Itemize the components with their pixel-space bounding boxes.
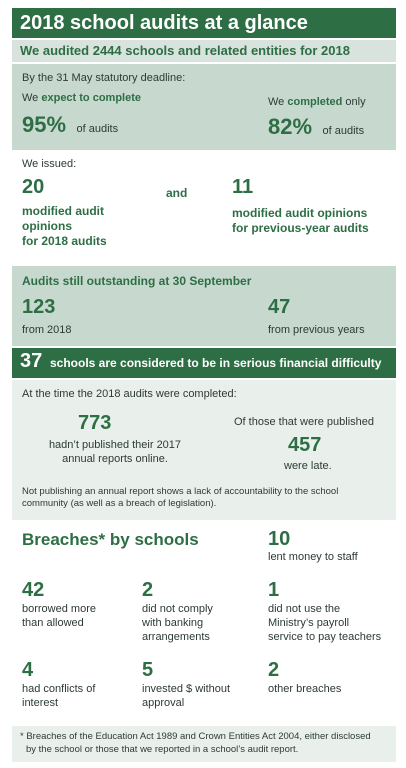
unpublished-label	[30, 438, 200, 466]
accountability-note-2: community (as well as a breach of legislation).	[22, 498, 217, 509]
issued-right-value: 11	[232, 176, 254, 198]
breaches-panel	[12, 522, 396, 728]
difficulty-bar	[12, 348, 396, 378]
breach-value: 2	[142, 579, 154, 601]
issued-right-label-2: for previous-year audits	[232, 221, 369, 235]
breach-label: Ministry’s payroll	[268, 617, 350, 629]
outstanding-right-label: from previous years	[268, 324, 365, 336]
breach-item	[268, 528, 358, 563]
breach-value: 10	[268, 528, 291, 550]
breach-label: did not use the	[268, 603, 341, 615]
published-intro: Of those that were published	[234, 416, 375, 428]
completed-value: 82%	[268, 114, 313, 139]
breaches-heading: Breaches* by schools	[22, 530, 199, 549]
breach-label: approval	[142, 697, 185, 709]
difficulty-label: schools are considered to be in serious financial difficulty	[50, 356, 382, 370]
issued-and: and	[166, 186, 188, 200]
late-label: were late.	[284, 460, 332, 472]
completed-suffix: of audits	[322, 125, 365, 137]
expect-prefix: We	[22, 92, 42, 104]
expect-line	[22, 92, 141, 104]
annual-reports-panel	[12, 380, 396, 520]
outstanding-right-value: 47	[268, 296, 291, 318]
issued-left-label-1: modified audit	[22, 204, 104, 218]
outstanding-left-value: 123	[22, 296, 56, 318]
accountability-note	[22, 486, 338, 510]
difficulty-value: 37	[20, 350, 43, 372]
completed-only: only	[342, 96, 366, 108]
breach-label: arrangements	[142, 631, 210, 643]
completed-line	[268, 96, 366, 108]
breach-item	[268, 578, 381, 644]
breach-label: had conflicts of	[22, 683, 96, 695]
breach-item	[22, 578, 96, 630]
breach-value: 4	[22, 659, 34, 681]
page-subtitle: We audited 2444 schools and related entities for 2018	[12, 40, 396, 62]
footnote-line-1: * Breaches of the Education Act 1989 and Crown Entities Act 2004, either disclosed	[20, 731, 371, 742]
footnote	[12, 726, 396, 762]
issued-right-label-1: modified audit opinions	[232, 206, 368, 220]
issued-left-label	[22, 204, 107, 249]
breach-label: invested $ without	[142, 683, 231, 695]
issued-right-label	[232, 206, 369, 236]
breach-item	[22, 658, 95, 710]
accountability-note-1: Not publishing an annual report shows a lack of accountability to the school	[22, 486, 339, 497]
expect-highlight: expect to complete	[41, 92, 141, 104]
page-title: 2018 school audits at a glance	[12, 8, 396, 38]
deadline-intro: By the 31 May statutory deadline:	[22, 72, 186, 84]
breach-value: 5	[142, 659, 154, 681]
issued-left-label-2: opinions	[22, 219, 72, 233]
issued-left-value: 20	[22, 176, 45, 198]
unpublished-label-2: annual reports online.	[62, 453, 168, 465]
completed-prefix: We	[268, 96, 288, 108]
breach-label: lent money to staff	[268, 551, 358, 563]
breach-label: with banking	[142, 617, 204, 629]
breach-value: 1	[268, 579, 280, 601]
unpublished-label-1: hadn’t published their 2017	[48, 439, 182, 451]
expect-suffix: of audits	[76, 123, 119, 135]
outstanding-left-label: from 2018	[22, 324, 72, 336]
completed-highlight: completed	[287, 96, 343, 108]
breach-value: 2	[268, 659, 280, 681]
late-value: 457	[288, 434, 322, 456]
breach-item	[142, 578, 213, 644]
outstanding-panel	[12, 266, 396, 346]
breach-label: service to pay teachers	[268, 631, 382, 643]
issued-left-label-3: for 2018 audits	[22, 234, 107, 248]
breach-label: interest	[22, 697, 59, 709]
issued-panel	[12, 152, 396, 262]
breach-item	[142, 658, 230, 710]
breach-label: borrowed more	[22, 603, 96, 615]
outstanding-heading: Audits still outstanding at 30 September	[22, 274, 252, 288]
issued-intro: We issued:	[22, 158, 77, 170]
footnote-line-2: by the school or those that we reported in a school’s audit report.	[26, 744, 299, 755]
annual-intro: At the time the 2018 audits were completed:	[22, 388, 237, 400]
completed-stat	[268, 114, 364, 140]
breach-label: than allowed	[22, 617, 84, 629]
expect-stat	[22, 112, 118, 138]
breach-label: other breaches	[268, 683, 342, 695]
breach-label: did not comply	[142, 603, 213, 615]
breach-value: 42	[22, 579, 45, 601]
deadline-panel	[12, 64, 396, 150]
unpublished-value: 773	[78, 412, 112, 434]
breach-item	[268, 658, 341, 696]
expect-value: 95%	[22, 112, 67, 137]
